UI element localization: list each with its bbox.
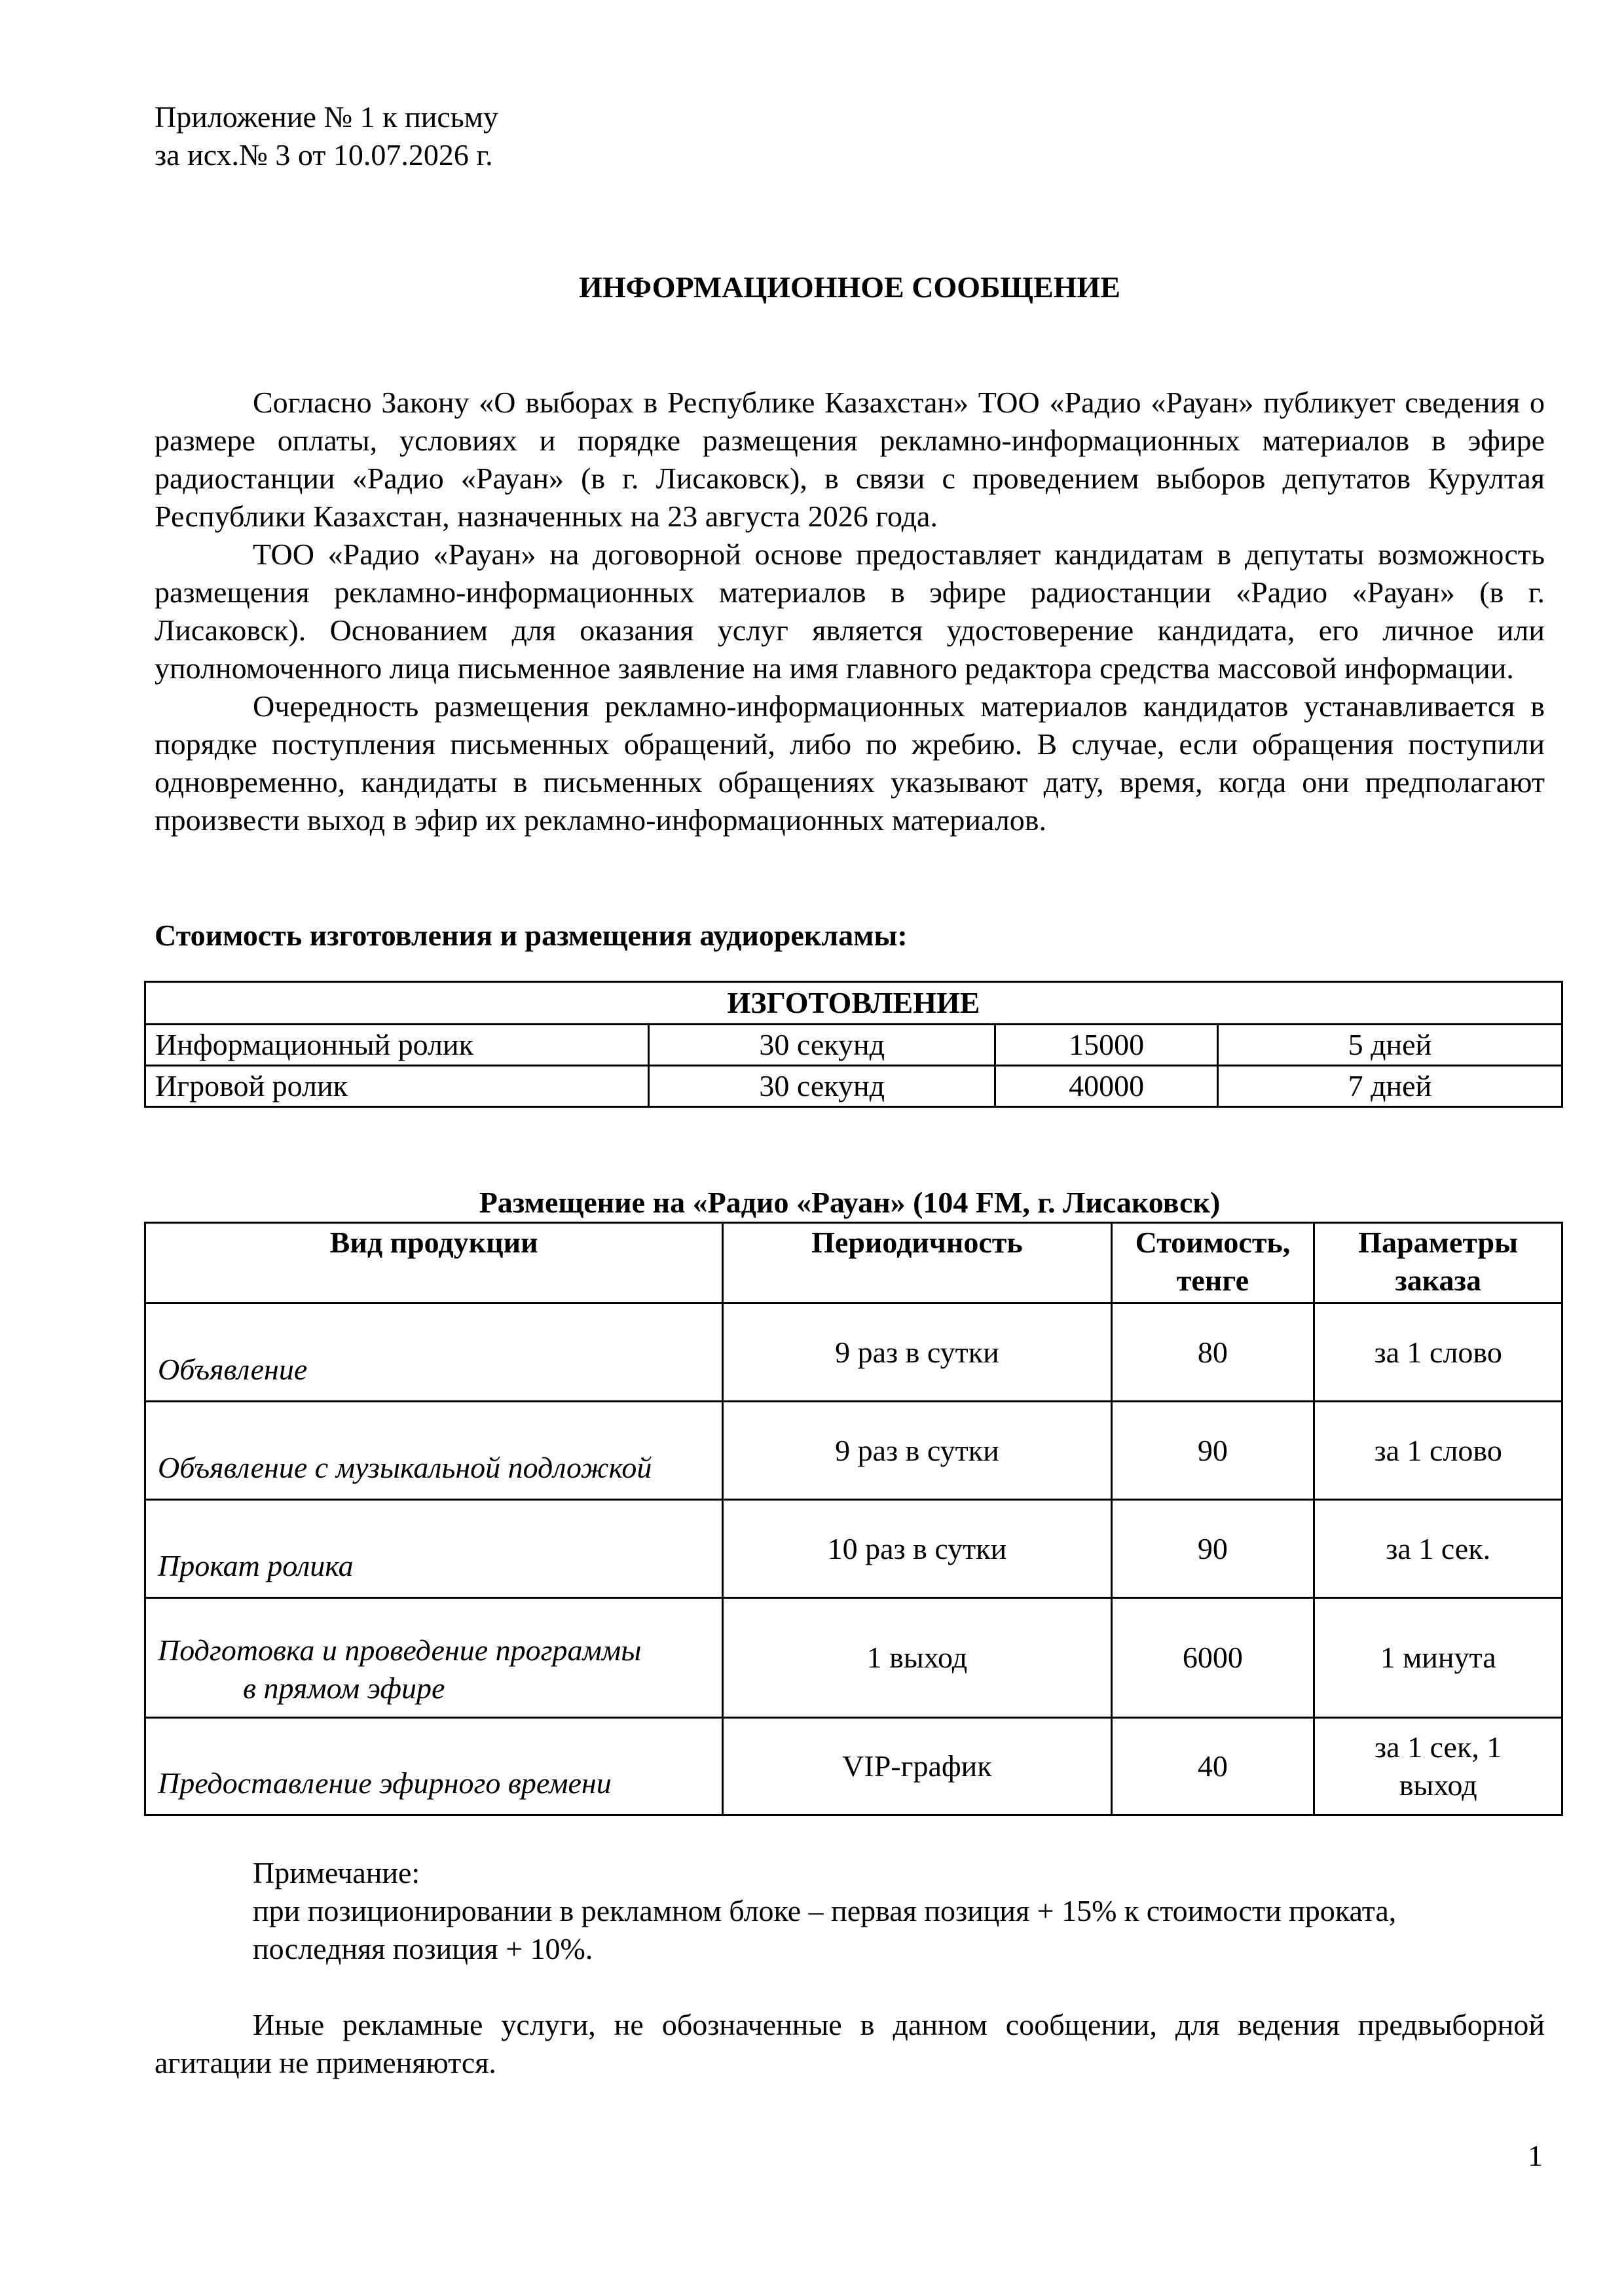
product-name: Прокат ролика: [145, 1500, 723, 1598]
product-params-line2: выход: [1399, 1768, 1477, 1802]
production-header-row: [145, 982, 1562, 1025]
production-name: Игровой ролик: [145, 1066, 649, 1107]
product-params: за 1 слово: [1314, 1303, 1562, 1402]
product-params-line1: за 1 сек, 1: [1374, 1730, 1502, 1764]
product-name-line2: в прямом эфире: [243, 1671, 445, 1705]
product-name: Объявление: [145, 1303, 723, 1402]
product-cost: 80: [1111, 1303, 1314, 1402]
product-params: за 1 сек.: [1314, 1500, 1562, 1598]
document-title: ИНФОРМАЦИОННОЕ СООБЩЕНИЕ: [579, 270, 1120, 304]
production-price: 15000: [995, 1025, 1218, 1066]
production-header: ИЗГОТОВЛЕНИЕ: [145, 982, 1562, 1025]
production-term: 7 дней: [1217, 1066, 1562, 1107]
header-cost-line1: Стоимость,: [1135, 1226, 1291, 1259]
product-params: [1314, 1718, 1562, 1815]
product-frequency: VIP-график: [723, 1718, 1111, 1815]
product-name-line1: Подготовка и проведение программы: [158, 1633, 642, 1667]
product-params: за 1 слово: [1314, 1402, 1562, 1500]
production-duration: 30 секунд: [649, 1025, 995, 1066]
header-params: [1314, 1223, 1562, 1303]
placement-header-row: [145, 1223, 1562, 1303]
product-cost: 90: [1111, 1500, 1314, 1598]
placement-title: Размещение на «Радио «Рауан» (104 FM, г. Лисаковск): [479, 1186, 1221, 1219]
header-product: Вид продукции: [145, 1223, 723, 1303]
header-params-line1: Параметры: [1358, 1226, 1519, 1259]
table-row: [145, 1066, 1562, 1107]
product-name: Объявление с музыкальной подложкой: [145, 1402, 723, 1500]
product-frequency: 10 раз в сутки: [723, 1500, 1111, 1598]
product-name: [145, 1598, 723, 1718]
paragraph-law: Согласно Закону «О выборах в Республике Казахстан» ТОО «Радио «Рауан» публикует сведения о размере оплаты, условиях и порядке размещения рекламно-информационных материалов в эфире радиостанции «Радио «Рауан» (в г. Лисаковск), в связи с проведением выборов депутатов Курултая Республики Казахстан, назначенных на 23 августа 2026 года.: [155, 386, 1545, 533]
product-frequency: 9 раз в сутки: [723, 1303, 1111, 1402]
table-row: [145, 1025, 1562, 1066]
cost-heading: Стоимость изготовления и размещения аудиорекламы:: [155, 919, 908, 952]
table-row: [145, 1598, 1562, 1718]
paragraph-order: Очередность размещения рекламно-информационных материалов кандидатов устанавливается в порядке поступления письменных обращений, либо по жребию. В случае, если обращения поступили одновременно, кандидаты в письменных обращениях указывают дату, время, когда они предполагают произвести выход в эфир их рекламно-информационных материалов.: [155, 689, 1545, 837]
production-duration: 30 секунд: [649, 1066, 995, 1107]
production-price: 40000: [995, 1066, 1218, 1107]
table-row: [145, 1303, 1562, 1402]
page-number: 1: [1528, 2139, 1543, 2172]
table-row: [145, 1718, 1562, 1815]
header-params-line2: заказа: [1395, 1264, 1482, 1297]
outgoing-ref-line: за исх.№ 3 от 10.07.2026 г.: [155, 138, 493, 172]
note-line2: последняя позиция + 10%.: [253, 1932, 593, 1965]
paragraph-contract-basis: ТОО «Радио «Рауан» на договорной основе предоставляет кандидатам в депутаты возможность размещения рекламно-информационных материалов в эфире радиостанции «Радио «Рауан» (в г. Лисаковск). Основанием для оказания услуг является удостоверение кандидата, его личное или уполномоченного лица письменное заявление на имя главного редактора средства массовой информации.: [155, 538, 1545, 685]
product-cost: 90: [1111, 1402, 1314, 1500]
header-cost: [1111, 1223, 1314, 1303]
header-cost-line2: тенге: [1176, 1264, 1249, 1297]
table-row: [145, 1500, 1562, 1598]
placement-table: [144, 1222, 1563, 1816]
production-name: Информационный ролик: [145, 1025, 649, 1066]
product-cost: 40: [1111, 1718, 1314, 1815]
final-paragraph: Иные рекламные услуги, не обозначенные в данном сообщении, для ведения предвыборной агитации не применяются.: [155, 2008, 1545, 2079]
product-cost: 6000: [1111, 1598, 1314, 1718]
product-name: Предоставление эфирного времени: [145, 1718, 723, 1815]
production-table: [144, 981, 1563, 1108]
production-term: 5 дней: [1217, 1025, 1562, 1066]
table-row: [145, 1402, 1562, 1500]
product-frequency: 1 выход: [723, 1598, 1111, 1718]
note-line1: при позиционировании в рекламном блоке – первая позиция + 15% к стоимости проката,: [253, 1894, 1397, 1927]
note-block: [155, 1854, 1545, 1968]
product-frequency: 9 раз в сутки: [723, 1402, 1111, 1500]
attachment-line: Приложение № 1 к письму: [155, 100, 498, 134]
header-frequency: Периодичность: [723, 1223, 1111, 1303]
document-page: [155, 98, 1545, 2082]
note-label: Примечание:: [253, 1856, 420, 1889]
product-params: 1 минута: [1314, 1598, 1562, 1718]
